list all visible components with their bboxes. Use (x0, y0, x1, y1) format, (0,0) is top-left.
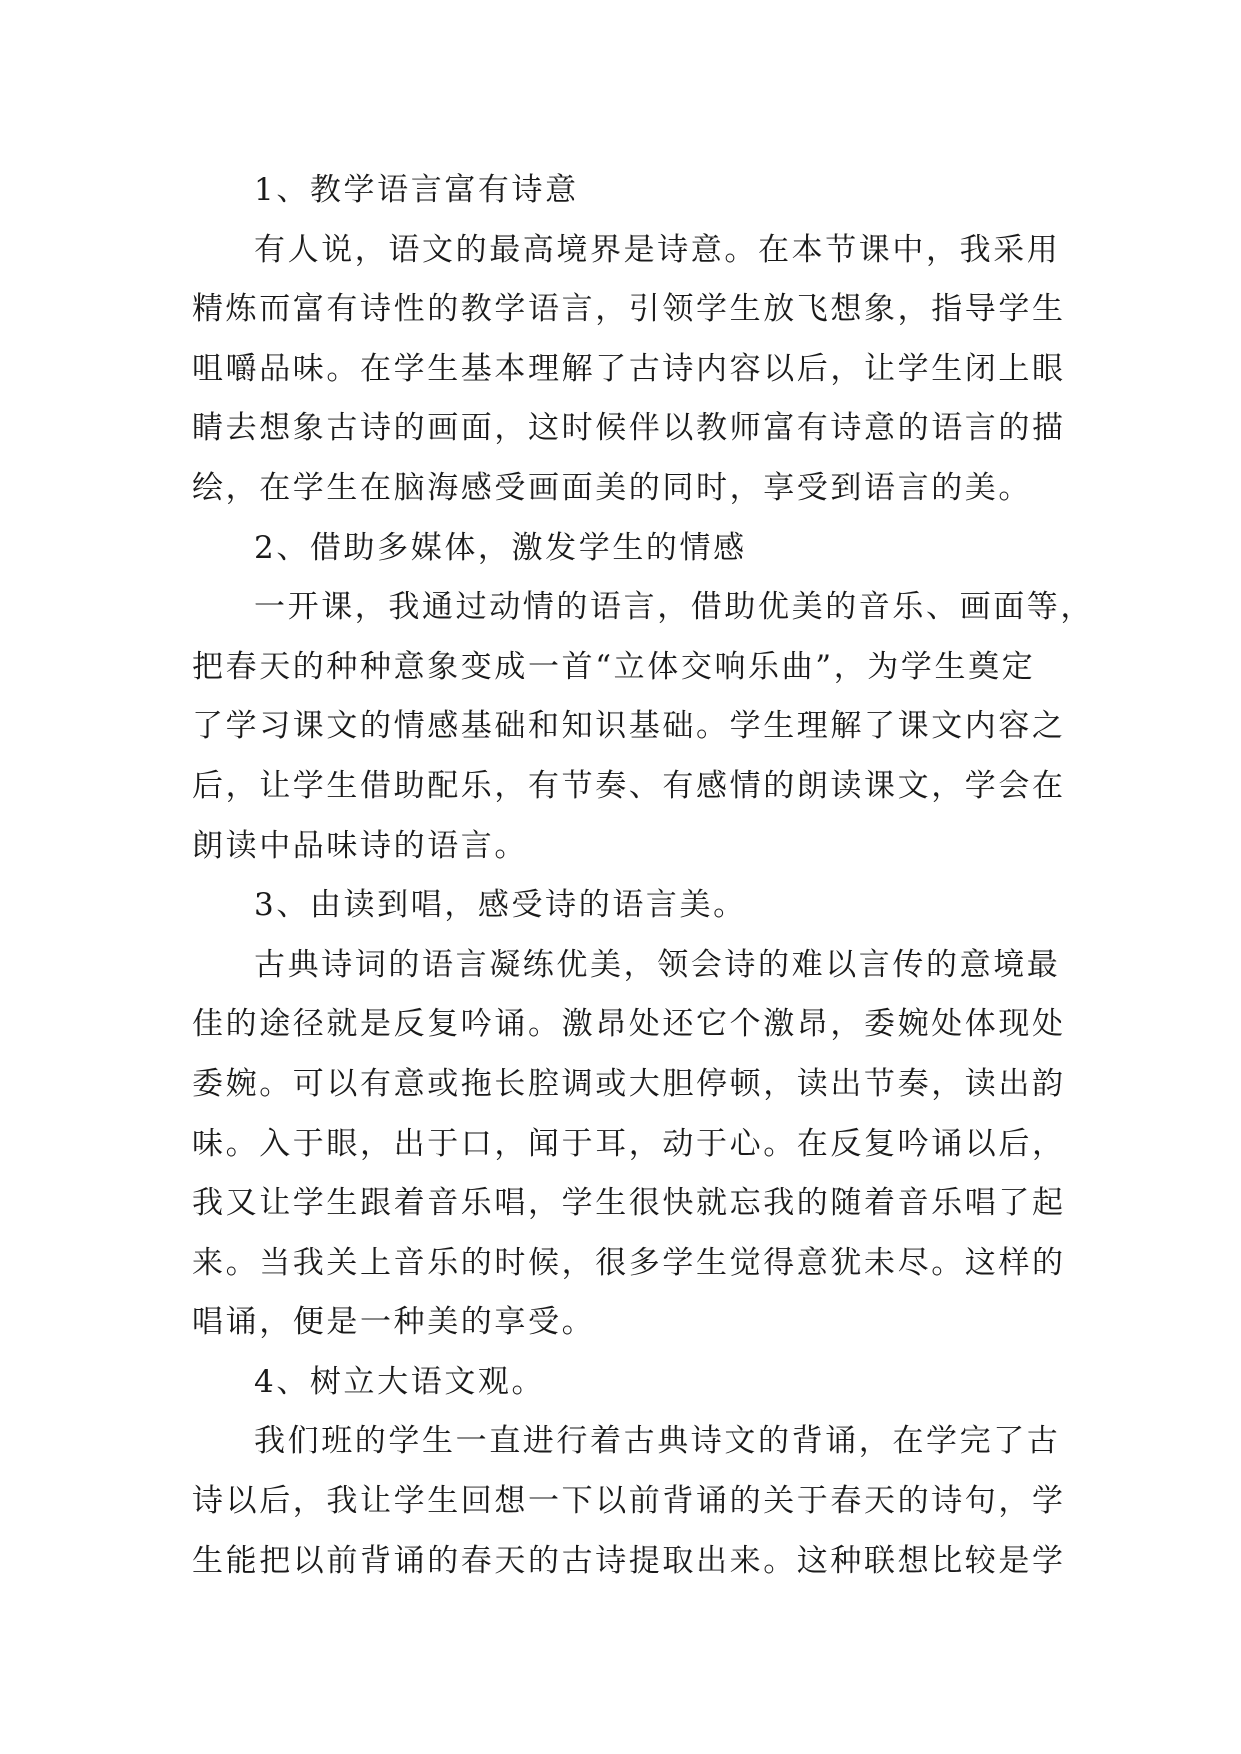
paragraph-line: 来。当我关上音乐的时候，很多学生觉得意犹未尽。这样的 (192, 1244, 1066, 1281)
section-heading: 4、树立大语文观。 (254, 1363, 546, 1400)
paragraph-line: 味。入于眼，出于口，闻于耳，动于心。在反复吟诵以后， (192, 1125, 1066, 1162)
paragraph-line: 咀嚼品味。在学生基本理解了古诗内容以后，让学生闭上眼 (192, 350, 1066, 387)
paragraph-line: 古典诗词的语言凝练优美，领会诗的难以言传的意境最 (254, 946, 1061, 983)
section-heading: 1、教学语言富有诗意 (254, 172, 579, 208)
paragraph-line: 朗读中品味诗的语言。 (192, 827, 528, 864)
paragraph-line: 我又让学生跟着音乐唱，学生很快就忘我的随着音乐唱了起 (192, 1185, 1066, 1222)
paragraph-line: 了学习课文的情感基础和知识基础。学生理解了课文内容之 (192, 708, 1066, 745)
paragraph-line: 绘，在学生在脑海感受画面美的同时，享受到语言的美。 (192, 469, 1032, 506)
paragraph-line: 我们班的学生一直进行着古典诗文的背诵，在学完了古 (254, 1423, 1061, 1460)
paragraph-line: 睛去想象古诗的画面，这时候伴以教师富有诗意的语言的描 (192, 410, 1066, 447)
paragraph-line: 委婉。可以有意或拖长腔调或大胆停顿，读出节奏，读出韵 (192, 1065, 1066, 1102)
paragraph-line: 生能把以前背诵的春天的古诗提取出来。这种联想比较是学 (192, 1542, 1066, 1579)
paragraph-line: 佳的途径就是反复吟诵。激昂处还它个激昂，委婉处体现处 (192, 1006, 1066, 1043)
paragraph-line: 后，让学生借助配乐，有节奏、有感情的朗读课文，学会在 (192, 767, 1066, 804)
paragraph-line: 一开课，我通过动情的语言，借助优美的音乐、画面等， (254, 589, 1094, 626)
paragraph-line: 把春天的种种意象变成一首“立体交响乐曲”，为学生奠定 (192, 648, 1036, 685)
section-heading: 3、由读到唱，感受诗的语言美。 (254, 887, 747, 924)
document-body (192, 161, 1094, 1591)
paragraph-line: 有人说，语文的最高境界是诗意。在本节课中，我采用 (254, 231, 1061, 268)
paragraph-line: 诗以后，我让学生回想一下以前背诵的关于春天的诗句，学 (192, 1483, 1066, 1520)
section-heading: 2、借助多媒体，激发学生的情感 (254, 529, 747, 566)
paragraph-line: 精炼而富有诗性的教学语言，引领学生放飞想象，指导学生 (192, 291, 1066, 328)
paragraph-line: 唱诵，便是一种美的享受。 (192, 1304, 596, 1341)
